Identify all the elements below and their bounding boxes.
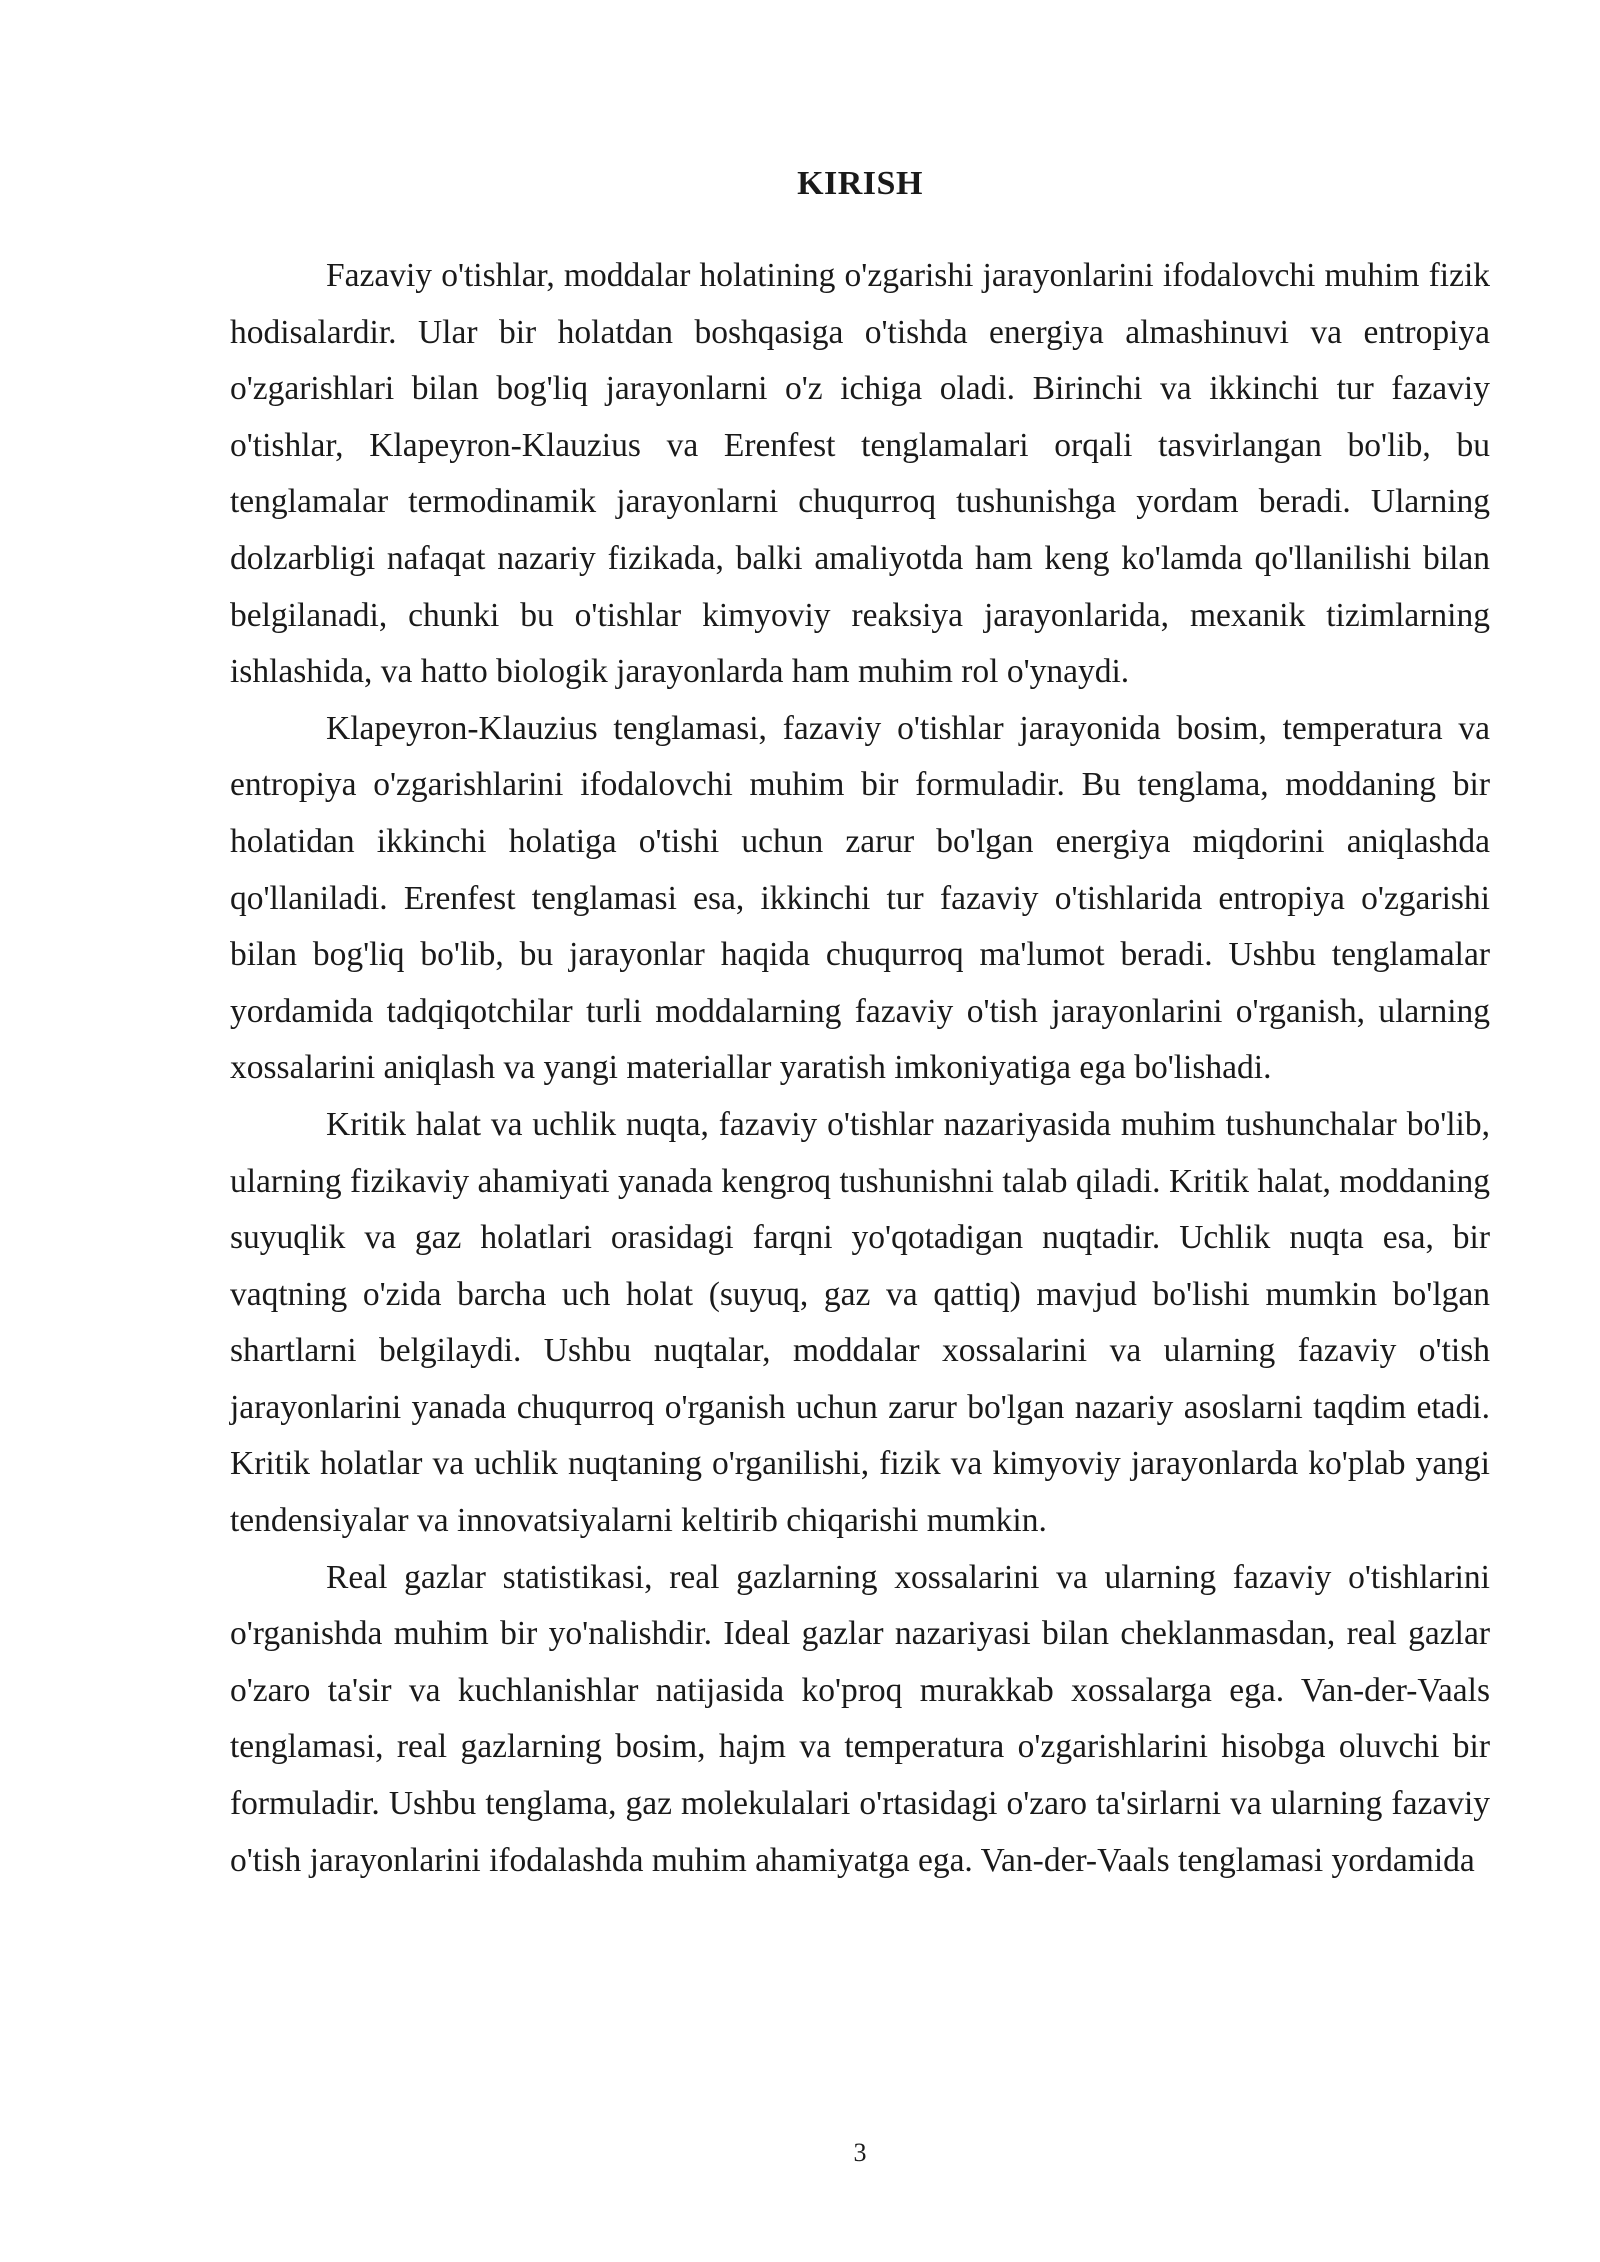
paragraph-3: Kritik halat va uchlik nuqta, fazaviy o'tishlar nazariyasida muhim tushunchalar bo'lib, ularning fizikaviy ahamiyati yanada kengroq tushunishni talab qiladi. Kritik halat, moddaning suyuqlik va gaz holatlari orasidagi farqni yo'qotadigan nuqtadir. Uchlik nuqta esa, bir vaqtning o'zida barcha uch holat (suyuq, gaz va qattiq) mavjud bo'lishi mumkin bo'lgan shartlarni belgilaydi. Ushbu nuqtalar, moddalar xossalarini va ularning fazaviy o'tish jarayonlarini yanada chuqurroq o'rganish uchun zarur bo'lgan nazariy asoslarni taqdim etadi. Kritik holatlar va uchlik nuqtaning o'rganilishi, fizik va kimyoviy jarayonlarda ko'plab yangi tendensiyalar va innovatsiyalarni keltirib chiqarishi mumkin. xyxy=(230,1105,1490,1540)
page-number: 3 xyxy=(853,2138,867,2167)
paragraph-2: Klapeyron-Klauzius tenglamasi, fazaviy o'tishlar jarayonida bosim, temperatura va entropiya o'zgarishlarini ifodalovchi muhim bir formuladir. Bu tenglama, moddaning bir holatidan ikkinchi holatiga o'tishi uchun zarur bo'lgan energiya miqdorini aniqlashda qo'llaniladi. Erenfest tenglamasi esa, ikkinchi tur fazaviy o'tishlarida entropiya o'zgarishi bilan bog'liq bo'lib, bu jarayonlar haqida chuqurroq ma'lumot beradi. Ushbu tenglamalar yordamida tadqiqotchilar turli moddalarning fazaviy o'tish jarayonlarini o'rganish, ularning xossalarini aniqlash va yangi materiallar yaratish imkoniyatiga ega bo'lishadi. xyxy=(230,709,1490,1087)
paragraph-4: Real gazlar statistikasi, real gazlarning xossalarini va ularning fazaviy o'tishlarini o'rganishda muhim bir yo'nalishdir. Ideal gazlar nazariyasi bilan cheklanmasdan, real gazlar o'zaro ta'sir va kuchlanishlar natijasida ko'proq murakkab xossalarga ega. Van-der-Vaals tenglamasi, real gazlarning bosim, hajm va temperatura o'zgarishlarini hisobga oluvchi bir formuladir. Ushbu tenglama, gaz molekulalari o'rtasidagi o'zaro ta'sirlarni va ularning fazaviy o'tish jarayonlarini ifodalashda muhim ahamiyatga ega. Van-der-Vaals tenglamasi yordamida xyxy=(230,1558,1490,1879)
page-title: KIRISH xyxy=(797,165,923,202)
body-text xyxy=(230,248,1490,1889)
paragraph-1: Fazaviy o'tishlar, moddalar holatining o'zgarishi jarayonlarini ifodalovchi muhim fizik hodisalardir. Ular bir holatdan boshqasiga o'tishda energiya almashinuvi va entropiya o'zgarishlari bilan bog'liq jarayonlarni o'z ichiga oladi. Birinchi va ikkinchi tur fazaviy o'tishlar, Klapeyron-Klauzius va Erenfest tenglamalari orqali tasvirlangan bo'lib, bu tenglamalar termodinamik jarayonlarni chuqurroq tushunishga yordam beradi. Ularning dolzarbligi nafaqat nazariy fizikada, balki amaliyotda ham keng ko'lamda qo'llanilishi bilan belgilanadi, chunki bu o'tishlar kimyoviy reaksiya jarayonlarida, mexanik tizimlarning ishlashida, va hatto biologik jarayonlarda ham muhim rol o'ynaydi. xyxy=(230,257,1490,691)
